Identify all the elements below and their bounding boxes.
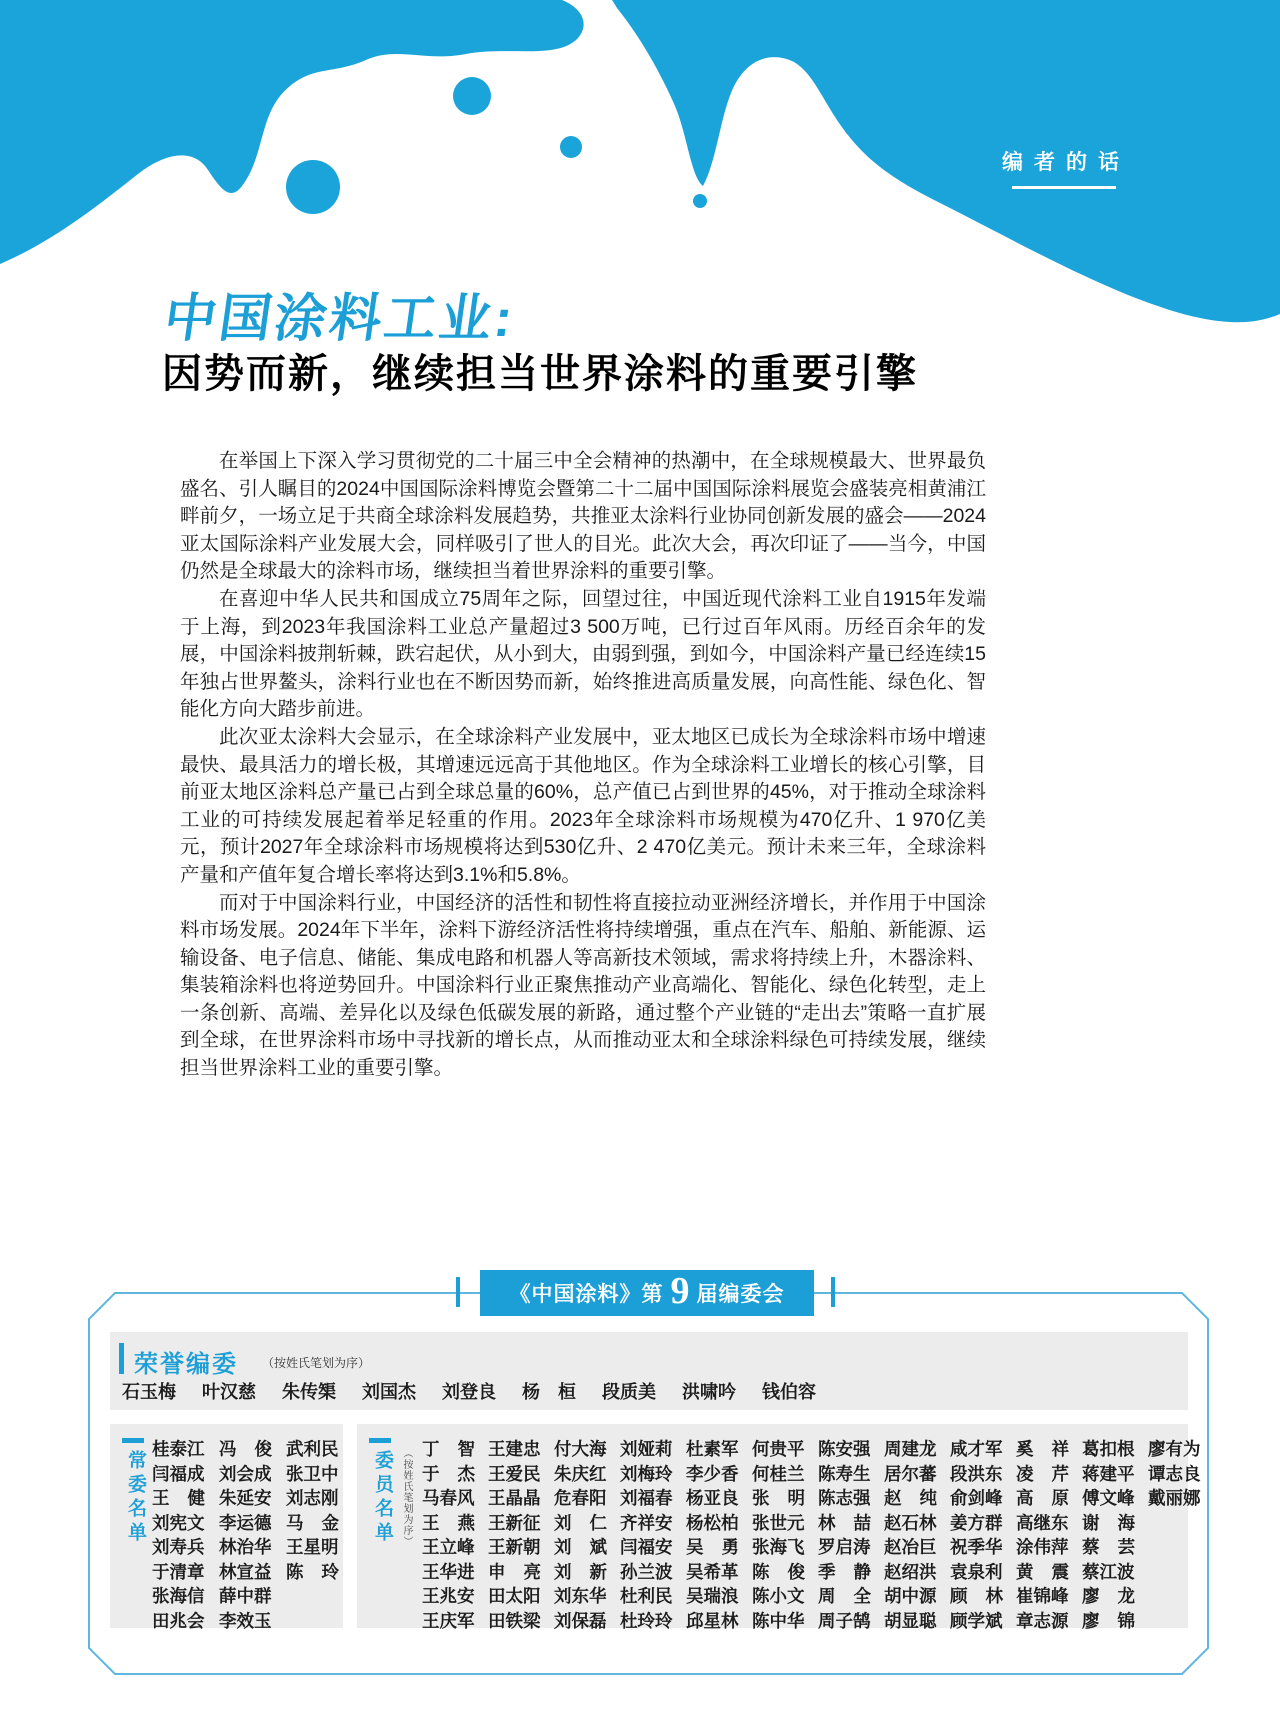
person-name: 陈寿生 <box>818 1463 871 1484</box>
members-label: 委员名单 <box>372 1450 393 1546</box>
banner-side-bar-left <box>456 1277 460 1307</box>
person-name: 洪啸吟 <box>682 1382 736 1402</box>
person-name: 王爱民 <box>488 1463 541 1484</box>
person-name: 章志源 <box>1016 1610 1069 1631</box>
person-name: 刘寿兵 <box>152 1537 205 1557</box>
honorary-section <box>110 1332 1188 1410</box>
person-name: 刘登良 <box>442 1382 496 1402</box>
person-name: 叶汉慈 <box>202 1382 256 1402</box>
splash-right-blob <box>612 0 1280 322</box>
person-name: 张世元 <box>752 1512 805 1533</box>
person-name: 刘宪文 <box>152 1512 205 1533</box>
person-name: 刘东华 <box>554 1586 607 1606</box>
person-name: 周全 <box>818 1586 871 1606</box>
person-name: 刘会成 <box>219 1463 272 1484</box>
person-name: 杨松柏 <box>686 1512 739 1533</box>
standing-committee-section <box>110 1424 343 1631</box>
person-name: 李运德 <box>219 1512 272 1533</box>
person-name: 赵冶巨 <box>884 1537 937 1557</box>
person-name: 居尔蕃 <box>884 1463 937 1484</box>
person-name: 黄震 <box>1016 1561 1069 1582</box>
splash-dot <box>286 160 340 214</box>
person-name: 丁智 <box>422 1439 475 1459</box>
name-column <box>286 1437 339 1633</box>
splash-dot <box>453 77 491 115</box>
person-name: 段洪东 <box>950 1463 1003 1484</box>
person-name: 袁泉利 <box>950 1561 1003 1582</box>
person-name: 胡中源 <box>884 1586 937 1606</box>
banner-edition-number: 9 <box>670 1270 690 1312</box>
article-body <box>180 448 986 1083</box>
banner-side-bar-right <box>831 1277 835 1307</box>
person-name: 陈玲 <box>286 1561 339 1582</box>
person-name: 王新朝 <box>488 1537 541 1557</box>
person-name: 刘新 <box>554 1561 607 1582</box>
person-name: 林治华 <box>219 1537 272 1557</box>
banner-prefix: 《中国涂料》第 <box>509 1283 664 1306</box>
honorary-accent-bar <box>119 1343 124 1374</box>
name-column <box>488 1437 541 1633</box>
members-accent-bar <box>369 1438 391 1443</box>
person-name: 廖锦 <box>1082 1610 1135 1631</box>
person-name: 何桂兰 <box>752 1463 805 1484</box>
name-column <box>620 1437 673 1633</box>
person-name: 闫福安 <box>620 1537 673 1557</box>
person-name: 陈俊 <box>752 1561 805 1582</box>
members-label-block <box>369 1438 395 1546</box>
person-name: 刘梅玲 <box>620 1463 673 1484</box>
paragraph-4: 而对于中国涂料行业，中国经济的活性和韧性将直接拉动亚洲经济增长，并作用于中国涂料市场发展。2024年下半年，涂料下游经济活性将持续增强，重点在汽车、船舶、新能源、运输设备、电子信息、储能、集成电路和机器人等高新技术领域，需求将持续上升，木器涂料、集装箱涂料也将逆势回升。中国涂料行业正聚焦推动产业高端化、智能化、绿色化转型，走上一条创新、高端、差异化以及绿色低碳发展的新路，通过整个产业链的“走出去”策略一直扩展到全球，在世界涂料市场中寻找新的增长点，从而推动亚太和全球涂料绿色可持续发展，继续担当世界涂料工业的重要引擎。 <box>180 891 986 1080</box>
person-name: 高原 <box>1016 1488 1069 1508</box>
person-name: 赵纯 <box>884 1488 937 1508</box>
name-column <box>950 1437 1003 1633</box>
name-column <box>219 1437 272 1633</box>
person-name: 杜利民 <box>620 1586 673 1606</box>
committee-banner <box>480 1270 814 1316</box>
members-sort-note: （按姓氏笔划为序） <box>401 1448 412 1547</box>
person-name: 刘仁 <box>554 1512 607 1533</box>
person-name: 谢海 <box>1082 1512 1135 1533</box>
person-name: 咸才军 <box>950 1439 1003 1459</box>
person-name: 桂泰江 <box>152 1439 205 1459</box>
person-name: 王华进 <box>422 1561 475 1582</box>
person-name: 马金 <box>286 1512 339 1533</box>
person-name: 刘斌 <box>554 1537 607 1557</box>
person-name: 危春阳 <box>554 1488 607 1508</box>
person-name: 朱庆红 <box>554 1463 607 1484</box>
person-name: 蒋建平 <box>1082 1463 1135 1484</box>
members-columns <box>422 1437 1201 1633</box>
person-name: 刘国杰 <box>362 1382 416 1402</box>
person-name: 吴勇 <box>686 1537 739 1557</box>
name-column <box>1148 1437 1201 1633</box>
person-name: 于杰 <box>422 1463 475 1484</box>
paragraph-2: 在喜迎中华人民共和国成立75周年之际，回望过往，中国近现代涂料工业自1915年发端于上海，到2023年我国涂料工业总产量超过3 500万吨，已行过百年风雨。历经百余年的发展，中国涂料披荆斩棘，跌宕起伏，从小到大，由弱到强，到如今，中国涂料产量已经连续15年独占世界鳌头，涂料行业也在不断因势而新，始终推进高质量发展，向高性能、绿色化、智能化方向大踏步前进。 <box>180 587 986 721</box>
editor-note-label: 编者的话 <box>1002 151 1130 174</box>
person-name: 刘娅莉 <box>620 1439 673 1459</box>
person-name: 蔡芸 <box>1082 1537 1135 1557</box>
person-name: 段质美 <box>602 1382 656 1402</box>
honorary-names <box>122 1378 842 1404</box>
person-name: 何贵平 <box>752 1439 805 1459</box>
name-column <box>686 1437 739 1633</box>
banner-suffix: 届编委会 <box>696 1283 785 1306</box>
person-name: 林喆 <box>818 1512 871 1533</box>
person-name: 罗启涛 <box>818 1537 871 1557</box>
person-name: 薛中群 <box>219 1586 272 1606</box>
paragraph-3: 此次亚太涂料大会显示，在全球涂料产业发展中，亚太地区已成长为全球涂料市场中增速最快、最具活力的增长极，其增速远远高于其他地区。作为全球涂料工业增长的核心引擎，目前亚太地区涂料总产量已占到全球总量的60%，总产值已占到世界的45%，对于推动全球涂料工业的可持续发展起着举足轻重的作用。2023年全球涂料市场规模为470亿升、1 970亿美元，预计2027年全球涂料市场规模将达到530亿升、2 470亿美元。预计未来三年，全球涂料产量和产值年复合增长率将达到3.1%和5.8%。 <box>180 725 986 886</box>
person-name: 马春风 <box>422 1488 475 1508</box>
paragraph-1: 在举国上下深入学习贯彻党的二十届三中全会精神的热潮中，在全球规模最大、世界最负盛名、引人瞩目的2024中国国际涂料博览会暨第二十二届中国国际涂料展览会盛装亮相黄浦江畔前夕，一场立足于共商全球涂料发展趋势，共推亚太涂料行业协同创新发展的盛会——2024亚太国际涂料产业发展大会，同样吸引了世人的目光。此次大会，再次印证了——当今，中国仍然是全球最大的涂料市场，继续担当着世界涂料的重要引擎。 <box>180 450 986 583</box>
person-name: 张卫中 <box>286 1463 339 1484</box>
person-name: 顾学斌 <box>950 1610 1003 1631</box>
person-name: 谭志良 <box>1148 1463 1201 1484</box>
person-name: 王兆安 <box>422 1586 475 1606</box>
person-name: 王建忠 <box>488 1439 541 1459</box>
standing-label-block <box>122 1438 148 1546</box>
person-name: 俞剑峰 <box>950 1488 1003 1508</box>
name-column <box>818 1437 871 1633</box>
person-name: 涂伟萍 <box>1016 1537 1069 1557</box>
name-column <box>884 1437 937 1633</box>
person-name: 胡显聪 <box>884 1610 937 1631</box>
person-name: 钱伯容 <box>762 1382 816 1402</box>
person-name: 姜方群 <box>950 1512 1003 1533</box>
person-name: 赵绍洪 <box>884 1561 937 1582</box>
person-name: 廖龙 <box>1082 1586 1135 1606</box>
person-name: 刘保磊 <box>554 1610 607 1631</box>
person-name: 付大海 <box>554 1439 607 1459</box>
person-name: 朱延安 <box>219 1488 272 1508</box>
person-name: 田太阳 <box>488 1586 541 1606</box>
person-name: 傅文峰 <box>1082 1488 1135 1508</box>
person-name: 吴瑞浪 <box>686 1586 739 1606</box>
person-name: 陈中华 <box>752 1610 805 1631</box>
name-column <box>752 1437 805 1633</box>
person-name: 王立峰 <box>422 1537 475 1557</box>
person-name: 杨桓 <box>522 1382 576 1402</box>
person-name: 杜素军 <box>686 1439 739 1459</box>
members-section <box>357 1424 1201 1631</box>
person-name: 张海飞 <box>752 1537 805 1557</box>
person-name: 林宣益 <box>219 1561 272 1582</box>
person-name: 赵石林 <box>884 1512 937 1533</box>
person-name: 陈志强 <box>818 1488 871 1508</box>
name-column <box>422 1437 475 1633</box>
person-name: 戴丽娜 <box>1148 1488 1201 1508</box>
person-name: 张明 <box>752 1488 805 1508</box>
subtitle: 因势而新，继续担当世界涂料的重要引擎 <box>162 351 918 396</box>
person-name: 冯俊 <box>219 1439 272 1459</box>
person-name: 陈安强 <box>818 1439 871 1459</box>
person-name: 王庆军 <box>422 1610 475 1631</box>
person-name: 孙兰波 <box>620 1561 673 1582</box>
person-name: 吴希革 <box>686 1561 739 1582</box>
splash-droplet <box>693 194 707 208</box>
person-name: 刘志刚 <box>286 1488 339 1508</box>
person-name: 陈小文 <box>752 1586 805 1606</box>
name-column <box>1016 1437 1069 1633</box>
person-name: 王晶晶 <box>488 1488 541 1508</box>
person-name: 凌芹 <box>1016 1463 1069 1484</box>
person-name: 蔡江波 <box>1082 1561 1135 1582</box>
person-name: 田铁梁 <box>488 1610 541 1631</box>
standing-accent-bar <box>122 1438 144 1443</box>
person-name: 齐祥安 <box>620 1512 673 1533</box>
person-name: 葛扣根 <box>1082 1439 1135 1459</box>
honorary-label: 荣誉编委 <box>134 1351 238 1378</box>
standing-columns <box>152 1437 339 1633</box>
person-name: 石玉梅 <box>122 1382 176 1402</box>
person-name: 奚祥 <box>1016 1439 1069 1459</box>
name-column <box>1082 1437 1135 1633</box>
person-name: 邱星林 <box>686 1610 739 1631</box>
splash-dot <box>748 35 766 53</box>
standing-label: 常委名单 <box>125 1450 146 1546</box>
person-name: 李少香 <box>686 1463 739 1484</box>
person-name: 季静 <box>818 1561 871 1582</box>
person-name: 申亮 <box>488 1561 541 1582</box>
person-name: 廖有为 <box>1148 1439 1201 1459</box>
person-name: 闫福成 <box>152 1463 205 1484</box>
person-name: 刘福春 <box>620 1488 673 1508</box>
person-name: 高继东 <box>1016 1512 1069 1533</box>
name-column <box>152 1437 205 1633</box>
person-name: 周子鹄 <box>818 1610 871 1631</box>
person-name: 武利民 <box>286 1439 339 1459</box>
person-name: 张海信 <box>152 1586 205 1606</box>
main-title: 中国涂料工业: <box>160 290 519 348</box>
name-column <box>554 1437 607 1633</box>
person-name: 顾林 <box>950 1586 1003 1606</box>
person-name: 田兆会 <box>152 1610 205 1631</box>
person-name: 周建龙 <box>884 1439 937 1459</box>
person-name: 祝季华 <box>950 1537 1003 1557</box>
person-name: 朱传榘 <box>282 1382 336 1402</box>
person-name: 王星明 <box>286 1537 339 1557</box>
person-name: 王健 <box>152 1488 205 1508</box>
person-name: 王燕 <box>422 1512 475 1533</box>
splash-dot <box>560 136 582 158</box>
splash-left-blob <box>0 0 584 264</box>
honorary-sort-note: （按姓氏笔划为序） <box>262 1356 371 1370</box>
editor-note-underline <box>1012 186 1116 189</box>
person-name: 王新征 <box>488 1512 541 1533</box>
person-name: 杜玲玲 <box>620 1610 673 1631</box>
person-name: 杨亚良 <box>686 1488 739 1508</box>
person-name: 李效玉 <box>219 1610 272 1631</box>
person-name: 于清章 <box>152 1561 205 1582</box>
person-name: 崔锦峰 <box>1016 1586 1069 1606</box>
